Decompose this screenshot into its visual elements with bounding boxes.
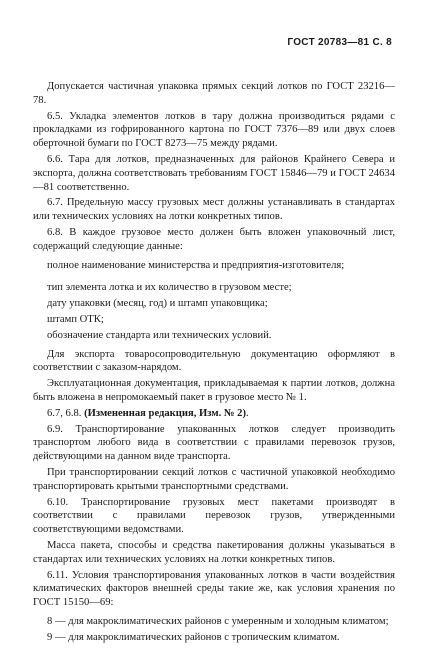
paragraph: 6.7. Предельную массу грузовых мест должны устанавливать в стандартах или технических условиях на лотки конкретных типов. — [33, 197, 395, 223]
paragraph: 6.11. Условия транспортирования упакованных лотков в части воздействия климатических факторов внешней среды такие же, как условия хранения по ГОСТ 15150—69: — [33, 569, 395, 609]
paragraph: При транспортировании секций лотков с частичной упаковкой необходимо транспортировать крытыми транспортными средствами. — [33, 466, 395, 492]
amendment-note — [33, 407, 395, 421]
list-item: штамп ОТК; — [47, 313, 104, 325]
amendment-bold: (Измененная редакция, Изм. № 2) — [84, 407, 246, 419]
amendment-suffix: . — [246, 407, 249, 419]
paragraph: 6.9. Транспортирование упакованных лотков следует производить транспортом любого вида в соответствии с правилами перевозок грузов, действующими на данном виде транспорта. — [33, 423, 395, 463]
page-header: ГОСТ 20783—81 С. 8 — [287, 37, 392, 48]
amendment-prefix: 6.7, 6.8. — [47, 407, 85, 419]
paragraph: Масса пакета, способы и средства пакетирования должны указываться в стандартах или технических условиях на лотки конкретных типов. — [33, 539, 395, 565]
paragraph: Допускается частичная упаковка прямых секций лотков по ГОСТ 23216—78. — [33, 81, 395, 106]
document-body — [33, 80, 395, 646]
list-item: полное наименование министерства и предприятия-изготовителя; — [47, 259, 345, 271]
paragraph: Эксплуатационная документация, прикладываемая к партии лотков, должна быть вложена в непромокаемый пакет в грузовое место № 1. — [33, 378, 395, 403]
list-item: обозначение стандарта или технических условий. — [47, 329, 272, 341]
paragraph: Для экспорта товаросопроводительную документацию оформляют в соответствии с заказом-нарядом. — [33, 348, 395, 374]
paragraph: 6.5. Укладка элементов лотков в тару должна производиться рядами с прокладками из гофрированного картона по ГОСТ 7376—89 или двух слоев оберточной бумаги по ГОСТ 8273—75 между рядами. — [33, 110, 395, 150]
paragraph: 6.10. Транспортирование грузовых мест пакетами производят в соответствии с правилами перевозок грузов, утвержденными соответствующими ведомствами. — [33, 496, 395, 536]
list-item: 8 — для макроклиматических районов с умеренным и холодным климатом; — [47, 615, 389, 627]
paragraph: 6.6. Тара для лотков, предназначенных для районов Крайнего Севера и экспорта, должна соответствовать требованиям ГОСТ 15846—79 и ГОСТ 24634—81 соответственно. — [33, 153, 395, 193]
list-item: тип элемента лотка и их количество в грузовом месте; — [47, 282, 292, 294]
paragraph: 6.8. В каждое грузовое место должен быть вложен упаковочный лист, содержащий следующие данные: — [33, 226, 395, 252]
list-item: 9 — для макроклиматических районов с тропическим климатом. — [47, 631, 340, 643]
list-item: дату упаковки (месяц, год) и штамп упаковщика; — [47, 298, 268, 310]
